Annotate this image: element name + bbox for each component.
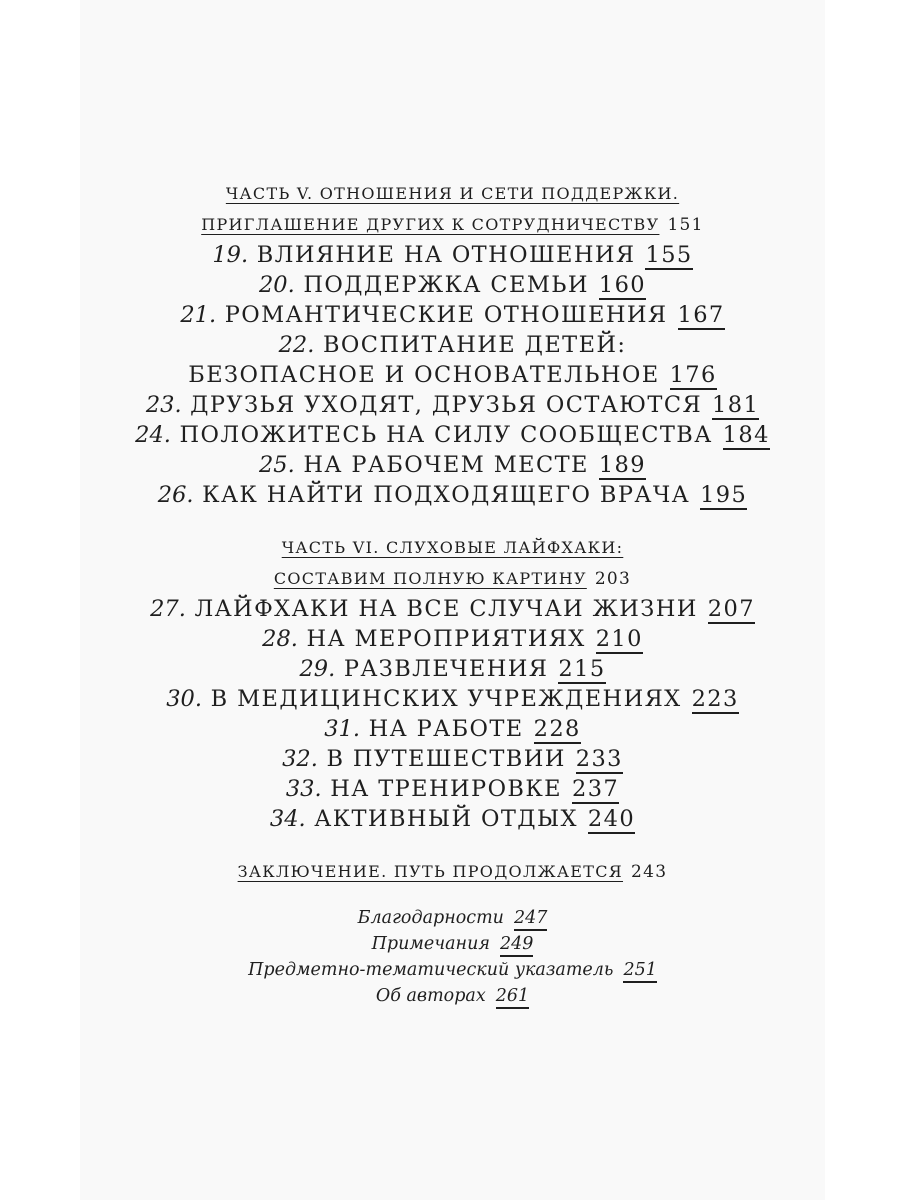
page-number: 207 [707, 596, 755, 622]
part-heading-line [80, 563, 825, 594]
toc-entry [80, 654, 825, 684]
part-vi-chapters [80, 594, 825, 834]
chapter-title: ДРУЗЬЯ УХОДЯТ, ДРУЗЬЯ ОСТАЮТСЯ [190, 392, 703, 418]
page-number: 155 [645, 242, 693, 268]
page-number: 167 [677, 302, 725, 328]
chapter-number: 25. [258, 452, 295, 478]
toc-entry [80, 270, 825, 300]
chapter-title: НА РАБОТЕ [368, 716, 524, 742]
toc-entry [80, 714, 825, 744]
toc-entry [80, 420, 825, 450]
chapter-number: 28. [262, 626, 298, 652]
chapter-title: В МЕДИЦИНСКИХ УЧРЕЖДЕНИЯХ [210, 686, 682, 712]
conclusion-title: ЗАКЛЮЧЕНИЕ. ПУТЬ ПРОДОЛЖАЕТСЯ [237, 862, 624, 881]
part-v-heading [80, 178, 825, 240]
toc-entry [80, 804, 825, 834]
chapter-title: ВОСПИТАНИЕ ДЕТЕЙ: [322, 332, 627, 358]
chapter-number: 21. [180, 302, 217, 328]
chapter-number: 30. [166, 686, 203, 712]
chapter-number: 26. [157, 482, 194, 508]
page-number: 240 [587, 806, 636, 832]
back-matter-entry [80, 983, 825, 1009]
chapter-title: КАК НАЙТИ ПОДХОДЯЩЕГО ВРАЧА [202, 482, 691, 508]
toc-entry [80, 594, 825, 624]
page-number: 181 [712, 392, 760, 418]
page-number: 195 [700, 482, 748, 508]
page-number: 215 [558, 656, 606, 682]
page-number: 210 [595, 626, 643, 652]
toc-entry [80, 774, 825, 804]
toc-entry-continuation [80, 360, 825, 390]
page-number: 203 [594, 569, 632, 589]
page-number: 233 [575, 746, 623, 772]
page-number: 151 [667, 215, 704, 235]
back-matter-entry [80, 905, 825, 931]
toc-entry [80, 450, 825, 480]
toc-entry [80, 744, 825, 774]
chapter-title: ПОЛОЖИТЕСЬ НА СИЛУ СООБЩЕСТВА [179, 422, 713, 448]
chapter-title: НА РАБОЧЕМ МЕСТЕ [303, 452, 589, 478]
back-matter-entry [80, 957, 825, 983]
page-number: 261 [496, 988, 529, 1009]
back-matter-title: Благодарности [357, 908, 504, 928]
chapter-number: 24. [135, 422, 171, 448]
chapter-number: 22. [278, 332, 315, 358]
chapter-title: В ПУТЕШЕСТВИИ [326, 746, 566, 772]
page-number: 223 [691, 686, 739, 712]
chapter-title: ЛАЙФХАКИ НА ВСЕ СЛУЧАИ ЖИЗНИ [194, 596, 698, 622]
chapter-title: ВЛИЯНИЕ НА ОТНОШЕНИЯ [256, 242, 636, 268]
part-heading-text: ПРИГЛАШЕНИЕ ДРУГИХ К СОТРУДНИЧЕСТВУ [201, 215, 660, 234]
toc-entry [80, 390, 825, 420]
back-matter-title: Предметно-тематический указатель [248, 960, 614, 980]
toc-entry [80, 300, 825, 330]
page-number: 160 [598, 272, 647, 298]
page-number: 247 [514, 910, 547, 931]
part-heading-text: СОСТАВИМ ПОЛНУЮ КАРТИНУ [273, 569, 587, 588]
chapter-title: РОМАНТИЧЕСКИЕ ОТНОШЕНИЯ [224, 302, 668, 328]
chapter-number: 34. [269, 806, 306, 832]
part-heading-line [80, 209, 825, 240]
chapter-number: 20. [258, 272, 295, 298]
chapter-title: БЕЗОПАСНОЕ И ОСНОВАТЕЛЬНОЕ [188, 362, 660, 388]
toc-entry [80, 624, 825, 654]
part-heading-line: ЧАСТЬ V. ОТНОШЕНИЯ И СЕТИ ПОДДЕРЖКИ. [225, 184, 680, 203]
table-of-contents [80, 178, 825, 1009]
toc-entry [80, 330, 825, 360]
page-number: 249 [500, 936, 533, 957]
chapter-number: 33. [285, 776, 322, 802]
toc-entry [80, 240, 825, 270]
chapter-number: 29. [299, 656, 336, 682]
page-number: 228 [533, 716, 581, 742]
chapter-title: АКТИВНЫЙ ОТДЫХ [314, 806, 578, 832]
back-matter-title: Примечания [371, 934, 490, 954]
page-number: 237 [572, 776, 620, 802]
spacer [80, 834, 825, 856]
chapter-title: ПОДДЕРЖКА СЕМЬИ [303, 272, 589, 298]
chapter-number: 32. [282, 746, 318, 772]
toc-entry [80, 480, 825, 510]
chapter-title: РАЗВЛЕЧЕНИЯ [343, 656, 549, 682]
page-number: 184 [722, 422, 770, 448]
toc-entry [80, 684, 825, 714]
page-number: 251 [623, 962, 656, 983]
page-number: 176 [669, 362, 717, 388]
back-matter-title: Об авторах [375, 986, 486, 1006]
chapter-number: 23. [145, 392, 182, 418]
part-v-chapters [80, 240, 825, 510]
back-matter-entry [80, 931, 825, 957]
back-matter [80, 905, 825, 1009]
page-number: 243 [631, 862, 668, 882]
chapter-number: 27. [150, 596, 186, 622]
chapter-title: НА ТРЕНИРОВКЕ [330, 776, 562, 802]
spacer [80, 510, 825, 532]
chapter-number: 19. [212, 242, 249, 268]
conclusion-heading [80, 856, 825, 887]
page-number: 189 [598, 452, 646, 478]
spacer [80, 887, 825, 905]
part-vi-heading [80, 532, 825, 594]
chapter-number: 31. [324, 716, 361, 742]
chapter-title: НА МЕРОПРИЯТИЯХ [306, 626, 586, 652]
part-heading-line: ЧАСТЬ VI. СЛУХОВЫЕ ЛАЙФХАКИ: [281, 538, 624, 557]
